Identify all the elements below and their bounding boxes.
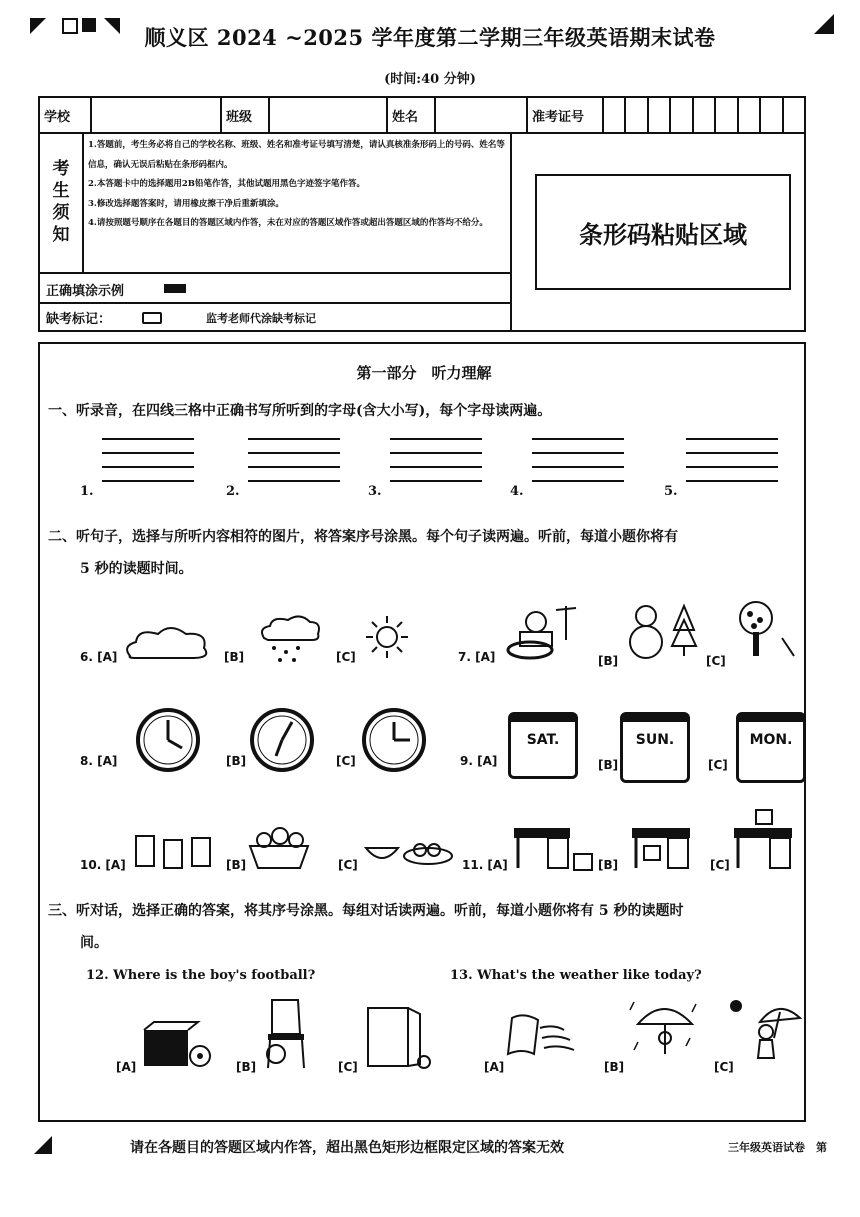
writing-grid[interactable] bbox=[532, 438, 624, 482]
footer-note: 请在各题目的答题区域内作答，超出黑色矩形边框限定区域的答案无效 bbox=[130, 1140, 564, 1156]
exam-id-digit[interactable] bbox=[648, 97, 670, 133]
notice-item: 4.请按照题号顺序在各题目的答题区域内作答，未在对应的答题区域作答或超出答题区域的作答均不给分。 bbox=[88, 218, 488, 228]
q13-option-a[interactable]: [A] bbox=[484, 1060, 505, 1074]
barcode-area: 条形码粘贴区域 bbox=[535, 174, 791, 290]
writing-grid[interactable] bbox=[102, 438, 194, 482]
snowman-icon bbox=[622, 600, 702, 664]
name-label: 姓名 bbox=[387, 97, 435, 133]
q11-option-c[interactable]: [C] bbox=[710, 858, 730, 872]
writing-grid[interactable] bbox=[248, 438, 340, 482]
summer-beach-icon bbox=[500, 600, 580, 664]
box-football-icon bbox=[140, 1020, 216, 1070]
q12-option-b[interactable]: [B] bbox=[236, 1060, 257, 1074]
fruit-basket-icon bbox=[246, 824, 312, 872]
question-3-instruction: 三、听对话，选择正确的答案，将其序号涂黑。每组对话读两遍。听前，每道小题你将有 5 秒的读题时 bbox=[48, 903, 684, 919]
exam-id-digit[interactable] bbox=[715, 97, 737, 133]
absent-note: 监考老师代涂缺考标记 bbox=[206, 312, 316, 325]
exam-id-digit[interactable] bbox=[625, 97, 647, 133]
writing-grid[interactable] bbox=[390, 438, 482, 482]
exam-id-digit[interactable] bbox=[783, 97, 806, 133]
exam-title: 顺义区 2024 ~2025 学年度第二学期三年级英语期末试卷 bbox=[144, 25, 716, 50]
absent-mark-label: 缺考标记： bbox=[46, 312, 112, 327]
q10-option-b[interactable]: [B] bbox=[226, 858, 247, 872]
exam-id-digit[interactable] bbox=[760, 97, 782, 133]
q10-option-c[interactable]: [C] bbox=[338, 858, 358, 872]
question-1-instruction: 一、听录音，在四线三格中正确书写所听到的字母(含大小写)，每个字母读两遍。 bbox=[48, 403, 552, 419]
notice-box bbox=[38, 132, 806, 332]
desk-bag-icon bbox=[512, 824, 596, 872]
q10-label[interactable]: 10. [A] bbox=[80, 858, 126, 872]
exam-id-label: 准考证号 bbox=[527, 97, 603, 133]
chair-football-icon bbox=[262, 998, 314, 1072]
exam-id-digit[interactable] bbox=[738, 97, 760, 133]
calendar-icon bbox=[620, 712, 690, 783]
rain-icon bbox=[258, 614, 322, 664]
question-2-instruction: 二、听句子，选择与所听内容相符的图片，将答案序号涂黑。每个句子读两遍。听前，每道小题你将有 bbox=[48, 529, 678, 545]
class-label: 班级 bbox=[221, 97, 269, 133]
absent-mark-box[interactable] bbox=[142, 312, 162, 324]
corner-mark-bottom-left bbox=[34, 1136, 52, 1154]
writing-grid[interactable] bbox=[686, 438, 778, 482]
fill-example-label: 正确填涂示例 bbox=[46, 284, 125, 299]
sunny-umbrella-icon bbox=[730, 998, 802, 1070]
notice-char: 生 bbox=[52, 181, 70, 201]
calendar-icon bbox=[508, 712, 578, 779]
clock-icon bbox=[136, 708, 200, 772]
notice-char: 须 bbox=[52, 203, 70, 223]
q12-option-a[interactable]: [A] bbox=[116, 1060, 137, 1074]
section-title: 第一部分 听力理解 bbox=[356, 364, 492, 382]
rainy-umbrella-icon bbox=[630, 998, 700, 1070]
q11-option-b[interactable]: [B] bbox=[598, 858, 619, 872]
exam-time: (时间:40 分钟) bbox=[384, 72, 476, 87]
school-field[interactable] bbox=[91, 97, 221, 133]
exam-id-digit[interactable] bbox=[693, 97, 715, 133]
notice-item: 1.答题前，考生务必将自己的学校名称、班级、姓名和准考证号填写清楚，请认真核准条形码上的号码、姓名等信息，确认无误后粘贴在条形码框内。 bbox=[88, 140, 505, 170]
divider bbox=[510, 132, 512, 332]
q7-option-b[interactable]: [B] bbox=[598, 654, 619, 668]
question-2-instruction-2: 5 秒的读题时间。 bbox=[80, 561, 193, 577]
sun-icon bbox=[364, 614, 410, 660]
notice-item: 2.本答题卡中的选择题用2B铅笔作答，其他试题用黑色字迹签字笔作答。 bbox=[88, 179, 365, 189]
exam-id-digit[interactable] bbox=[603, 97, 625, 133]
answer-area bbox=[38, 342, 806, 1122]
grid-number: 4. bbox=[510, 484, 524, 499]
student-info-table bbox=[38, 96, 806, 134]
desk-bag-icon bbox=[732, 810, 796, 872]
q13-option-c[interactable]: [C] bbox=[714, 1060, 734, 1074]
food-bowl-icon bbox=[362, 834, 454, 870]
cloud-icon bbox=[122, 624, 212, 664]
clock-icon bbox=[362, 708, 426, 772]
question-12: 12. Where is the boy's football? bbox=[86, 968, 316, 983]
grid-number: 2. bbox=[226, 484, 240, 499]
class-field[interactable] bbox=[269, 97, 387, 133]
divider bbox=[40, 272, 510, 274]
drinks-icon bbox=[132, 828, 216, 872]
notice-label bbox=[40, 132, 84, 272]
q9-option-b[interactable]: [B] bbox=[598, 758, 619, 772]
grid-number: 1. bbox=[80, 484, 94, 499]
calendar-day: SUN. bbox=[635, 732, 675, 748]
windy-icon bbox=[504, 1008, 584, 1070]
notice-item: 3.修改选择题答案时，请用橡皮擦干净后重新填涂。 bbox=[88, 198, 284, 209]
fill-example-mark bbox=[164, 284, 186, 293]
q8-label[interactable]: 8. [A] bbox=[80, 754, 118, 768]
q12-option-c[interactable]: [C] bbox=[338, 1060, 358, 1074]
q13-option-b[interactable]: [B] bbox=[604, 1060, 625, 1074]
notice-char: 知 bbox=[52, 225, 70, 245]
calendar-day: SAT. bbox=[526, 732, 560, 748]
school-label: 学校 bbox=[39, 97, 91, 133]
q7-option-c[interactable]: [C] bbox=[706, 654, 726, 668]
grid-number: 5. bbox=[664, 484, 678, 499]
question-3-instruction-2: 间。 bbox=[80, 935, 108, 951]
question-13: 13. What's the weather like today? bbox=[450, 968, 702, 983]
notice-text bbox=[88, 136, 508, 234]
q7-label[interactable]: 7. [A] bbox=[458, 650, 496, 664]
q9-label[interactable]: 9. [A] bbox=[460, 754, 498, 768]
grid-number: 3. bbox=[368, 484, 382, 499]
desk-bag-icon bbox=[630, 824, 694, 872]
footer-page: 三年级英语试卷 第 bbox=[728, 1141, 827, 1154]
q8-option-b[interactable]: [B] bbox=[226, 754, 247, 768]
divider bbox=[40, 302, 510, 304]
exam-id-digit[interactable] bbox=[670, 97, 692, 133]
q8-option-c[interactable]: [C] bbox=[336, 754, 356, 768]
door-football-icon bbox=[364, 1004, 430, 1070]
calendar-day: MON. bbox=[749, 732, 793, 748]
name-field[interactable] bbox=[435, 97, 527, 133]
q6-option-c[interactable]: [C] bbox=[336, 650, 356, 664]
q6-option-b[interactable]: [B] bbox=[224, 650, 245, 664]
q11-label[interactable]: 11. [A] bbox=[462, 858, 508, 872]
q9-option-c[interactable]: [C] bbox=[708, 758, 728, 772]
clock-icon bbox=[250, 708, 314, 772]
calendar-icon bbox=[736, 712, 806, 783]
q6-label[interactable]: 6. [A] bbox=[80, 650, 118, 664]
autumn-tree-icon bbox=[734, 598, 800, 664]
notice-char: 考 bbox=[52, 159, 70, 179]
